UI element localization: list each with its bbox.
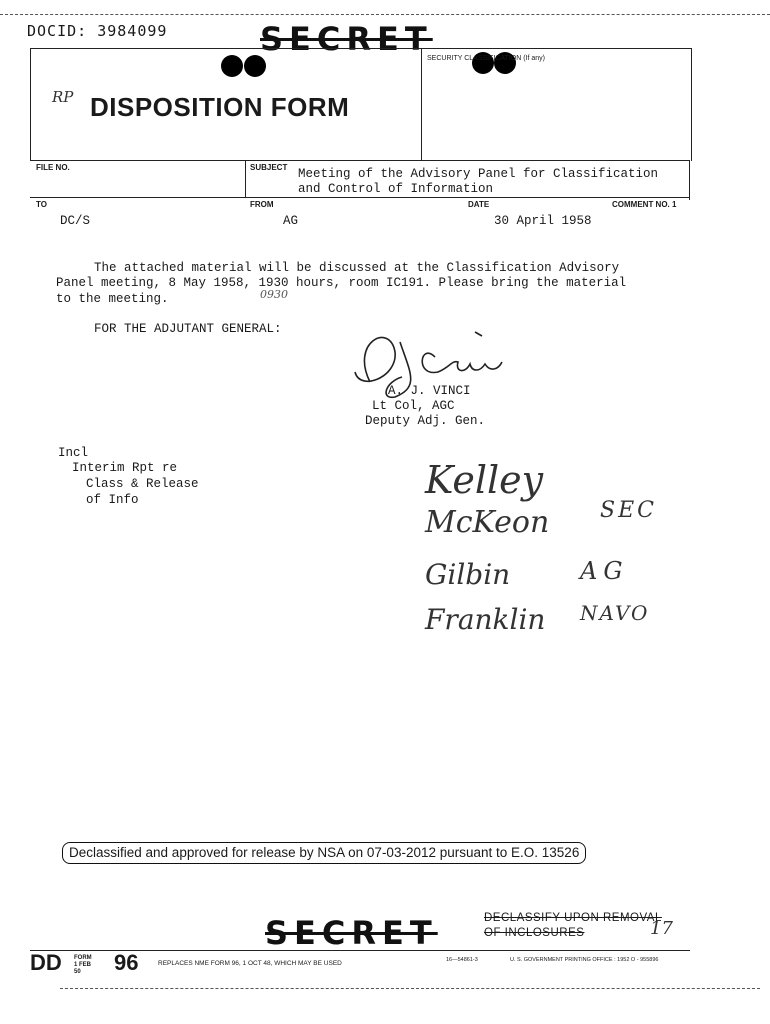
form-title: DISPOSITION FORM bbox=[90, 92, 350, 122]
incl-line-4: of Info bbox=[86, 493, 139, 507]
body-line-3: to the meeting. bbox=[56, 292, 169, 306]
date-label: DATE bbox=[468, 200, 490, 209]
replaces-note: REPLACES NME FORM 96, 1 OCT 48, WHICH MAY BE USED bbox=[158, 960, 342, 967]
header-divider bbox=[421, 48, 422, 160]
body-line-1: The attached material will be discussed at the Classification Advisory bbox=[94, 261, 620, 275]
hours-correction: 0930 bbox=[260, 288, 288, 301]
routing-note-2: SEC bbox=[600, 498, 657, 523]
declass-note-2: OF INCLOSURES bbox=[484, 927, 585, 939]
classification-top: SECRET bbox=[260, 20, 433, 58]
subject-label: SUBJECT bbox=[250, 163, 288, 172]
form-number: 96 bbox=[114, 950, 139, 975]
routing-name-2: McKeon bbox=[425, 505, 550, 540]
bottom-cut-line bbox=[60, 988, 760, 989]
file-no-label: FILE NO. bbox=[36, 163, 70, 172]
to-value: DC/S bbox=[60, 214, 91, 228]
right-edge bbox=[689, 160, 690, 200]
row-line-file bbox=[30, 160, 690, 161]
top-cut-line bbox=[0, 14, 770, 15]
declassification-banner: Declassified and approved for release by NSA on 07-03-2012 pursuant to E.O. 13526 bbox=[62, 842, 586, 864]
subject-text: Meeting of the Advisory Panel for Classification and Control of Information bbox=[298, 167, 659, 196]
classification-bottom: SECRET bbox=[265, 914, 438, 952]
routing-name-1: Kelley bbox=[425, 458, 544, 502]
form-small: FORM 1 FEB 50 bbox=[74, 955, 92, 975]
signer-title: Deputy Adj. Gen. bbox=[365, 414, 486, 428]
from-value: AG bbox=[283, 214, 299, 228]
stock-number: 16—54861-3 bbox=[446, 957, 478, 963]
signer-rank: Lt Col, AGC bbox=[372, 399, 455, 413]
routing-note-4: NAVO bbox=[580, 601, 650, 625]
declass-note-1: DECLASSIFY UPON REMOVAL bbox=[484, 912, 662, 924]
security-label: SECURITY CLASSIFICATION (If any) bbox=[427, 55, 545, 62]
routing-name-4: Franklin bbox=[425, 603, 546, 636]
col-divider-subject bbox=[245, 160, 246, 197]
incl-line-3: Class & Release bbox=[86, 477, 199, 491]
comment-label: COMMENT NO. 1 bbox=[612, 200, 677, 209]
doc-id: DOCID: 3984099 bbox=[27, 22, 168, 40]
corner-handwritten-mark: RP bbox=[52, 88, 74, 106]
incl-label: Incl bbox=[58, 446, 89, 460]
date-value: 30 April 1958 bbox=[494, 214, 592, 228]
gpo-note: U. S. GOVERNMENT PRINTING OFFICE : 1952 O - 955896 bbox=[510, 957, 659, 963]
incl-line-2: Interim Rpt re bbox=[72, 461, 178, 475]
routing-note-3: AG bbox=[580, 557, 629, 585]
closing-line: FOR THE ADJUTANT GENERAL: bbox=[94, 322, 282, 336]
dd-mark: DD bbox=[30, 950, 62, 975]
from-label: FROM bbox=[250, 200, 274, 209]
to-label: TO bbox=[36, 200, 47, 209]
corner-scrawl: 17 bbox=[650, 918, 673, 939]
signer-name: A. J. VINCI bbox=[388, 384, 471, 398]
body-line-2: Panel meeting, 8 May 1958, 1930 hours, room IC191. Please bring the material bbox=[56, 276, 627, 290]
routing-name-3: Gilbin bbox=[425, 558, 511, 591]
row-line-to bbox=[30, 197, 690, 198]
